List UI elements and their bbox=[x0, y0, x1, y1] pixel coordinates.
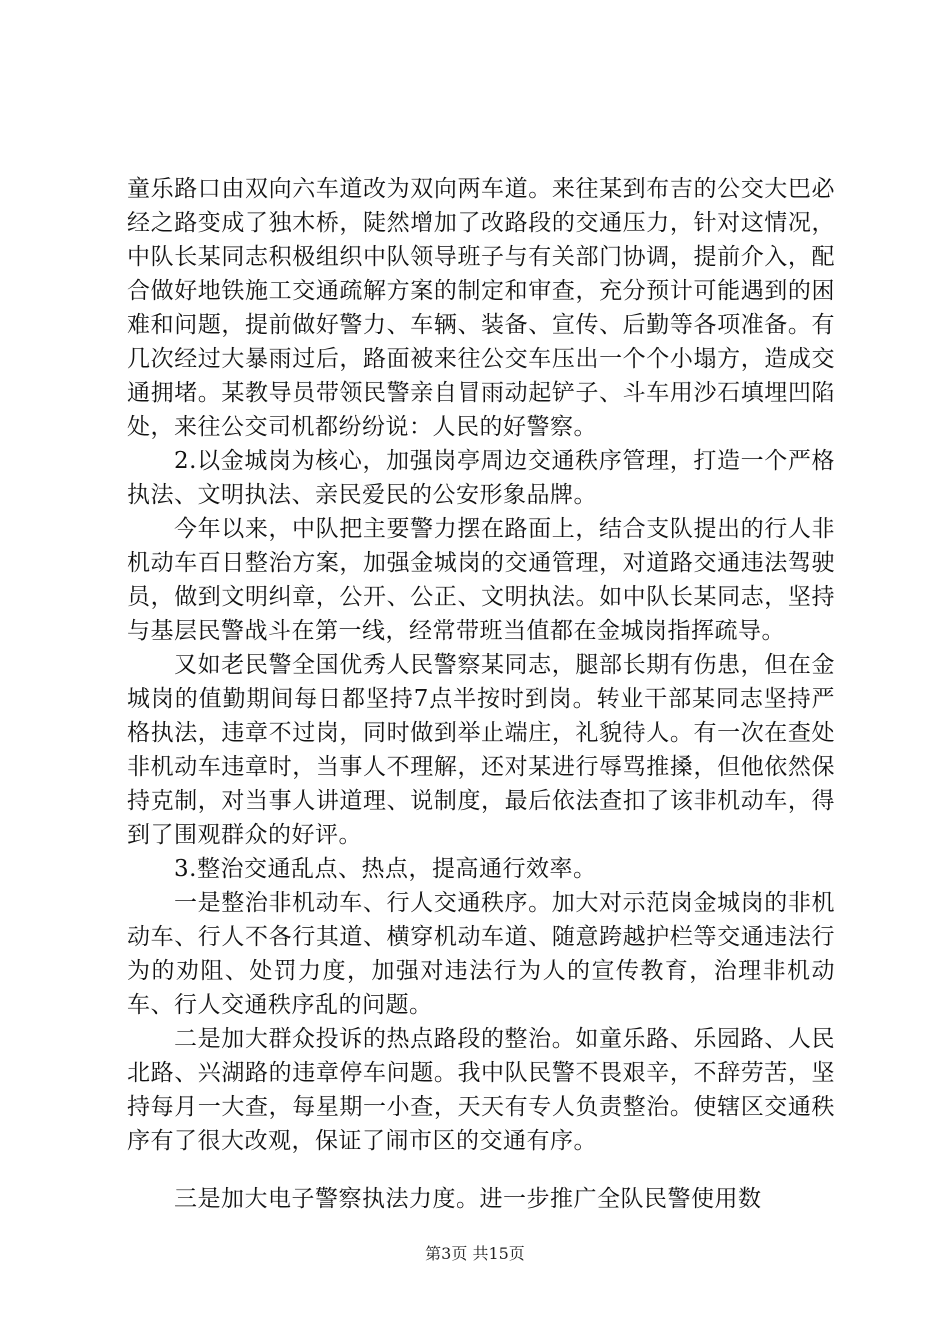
paragraph-1: 童乐路口由双向六车道改为双向两车道。来往某到布吉的公交大巴必经之路变成了独木桥，陡然增加了改路段的交通压力，针对这情况，中队长某同志积极组织中队领导班子与有关部门协调，提前介入，配合做好地铁施工交通疏解方案的制定和审查，充分预计可能遇到的困难和问题，提前做好警力、车辆、装备、宣传、后勤等各项准备。有几次经过大暴雨过后，路面被来往公交车压出一个个小塌方，造成交通拥堵。某教导员带领民警亲自冒雨动起铲子、斗车用沙石填埋凹陷处，来往公交司机都纷纷说：人民的好警察。 bbox=[127, 176, 835, 440]
paragraph-2: 2.以金城岗为核心，加强岗亭周边交通秩序管理，打造一个严格执法、文明执法、亲民爱民的公安形象品牌。 bbox=[127, 448, 835, 508]
paragraph-8: 三是加大电子警察执法力度。进一步推广全队民警使用数 bbox=[174, 1186, 762, 1212]
paragraph-3: 今年以来，中队把主要警力摆在路面上，结合支队提出的行人非机动车百日整治方案，加强金城岗的交通管理，对道路交通违法驾驶员，做到文明纠章，公开、公正、文明执法。如中队长某同志，坚持与基层民警战斗在第一线，经常带班当值都在金城岗指挥疏导。 bbox=[127, 516, 835, 644]
page-number-footer: 第3页 共15页 bbox=[425, 1244, 525, 1263]
paragraph-5: 3.整治交通乱点、热点，提高通行效率。 bbox=[174, 856, 597, 882]
paragraph-4: 又如老民警全国优秀人民警察某同志，腿部长期有伤患，但在金城岗的值勤期间每日都坚持7点半按时到岗。转业干部某同志坚持严格执法，违章不过岗，同时做到举止端庄，礼貌待人。有一次在查处非机动车违章时，当事人不理解，还对某进行辱骂推搡，但他依然保持克制，对当事人讲道理、说制度，最后依法查扣了该非机动车，得到了围观群众的好评。 bbox=[127, 652, 835, 848]
paragraph-6: 一是整治非机动车、行人交通秩序。加大对示范岗金城岗的非机动车、行人不各行其道、横穿机动车道、随意跨越护栏等交通违法行为的劝阻、处罚力度，加强对违法行为人的宣传教育，治理非机动车、行人交通秩序乱的问题。 bbox=[127, 890, 835, 1018]
document-body bbox=[127, 172, 835, 1216]
paragraph-7: 二是加大群众投诉的热点路段的整治。如童乐路、乐园路、人民北路、兴湖路的违章停车问题。我中队民警不畏艰辛，不辞劳苦，坚持每月一大查，每星期一小查，天天有专人负责整治。使辖区交通秩序有了很大改观，保证了闹市区的交通有序。 bbox=[127, 1026, 835, 1154]
